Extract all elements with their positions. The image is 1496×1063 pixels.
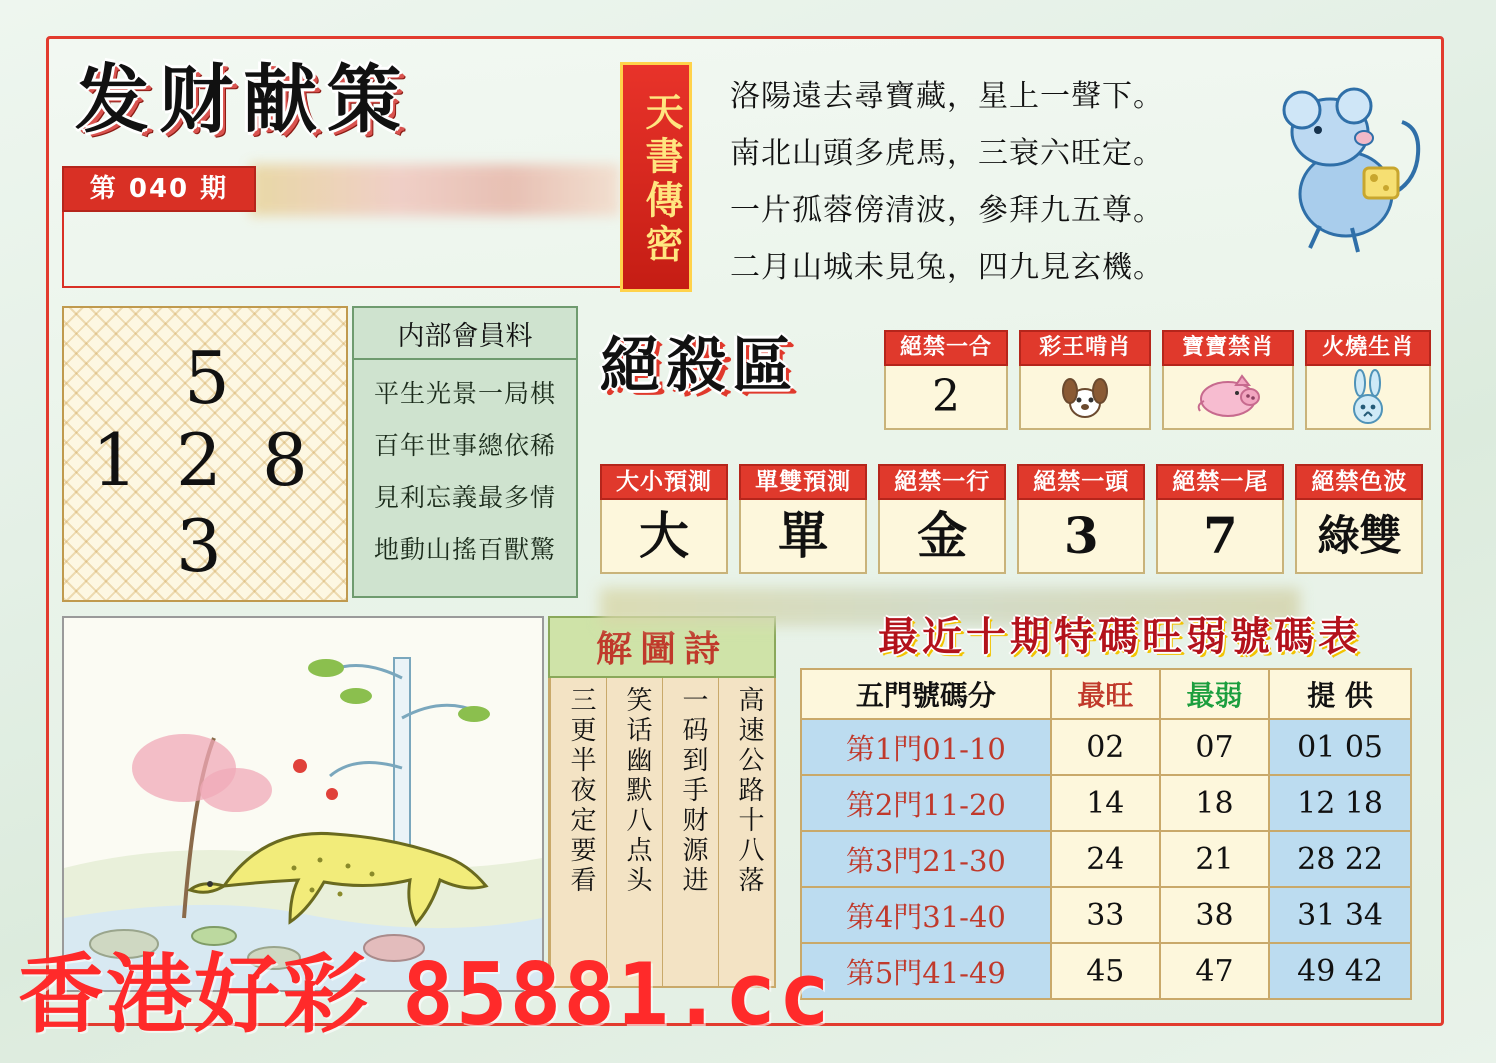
cell-header: 火燒生肖 bbox=[1305, 330, 1431, 366]
table-row bbox=[801, 775, 1411, 831]
watermark-text: 香港好彩 bbox=[18, 945, 402, 1045]
rabbit-icon bbox=[1343, 369, 1393, 425]
cell-header: 絕禁一合 bbox=[884, 330, 1008, 366]
cell-body bbox=[878, 500, 1006, 574]
cell-body bbox=[1156, 500, 1284, 574]
juesha-cell-caiwang bbox=[1019, 330, 1151, 430]
poem-line: 一片孤蓉傍清波，參拜九五尊。 bbox=[730, 193, 1164, 228]
cell-body bbox=[1017, 500, 1145, 574]
juesha-cell-daxiao bbox=[600, 464, 728, 574]
cell-supply: 12 18 bbox=[1269, 775, 1411, 831]
cell-worst: 18 bbox=[1160, 775, 1269, 831]
poem-line: 二月山城未見兔，四九見玄機。 bbox=[730, 250, 1164, 285]
cell-group: 第2門11-20 bbox=[801, 775, 1051, 831]
cell-best: 14 bbox=[1051, 775, 1160, 831]
cell-body bbox=[1162, 366, 1294, 430]
cell-body bbox=[739, 500, 867, 574]
table-row bbox=[801, 831, 1411, 887]
issue-number: 第 040 期 bbox=[62, 166, 256, 212]
cell-supply: 49 42 bbox=[1269, 943, 1411, 999]
table-header-row bbox=[801, 669, 1411, 719]
cell-body bbox=[1019, 366, 1151, 430]
cell-header: 絕禁一尾 bbox=[1156, 464, 1284, 500]
juesha-cell-jinyihe bbox=[884, 330, 1008, 430]
jietushi-column: 高速公路十八落 bbox=[718, 678, 774, 986]
column-header-worst: 最弱 bbox=[1160, 669, 1269, 719]
member-line: 地動山搖百獸驚 bbox=[373, 535, 556, 564]
column-header-supply: 提 供 bbox=[1269, 669, 1411, 719]
tianshu-banner: 天書傳密 bbox=[620, 62, 692, 292]
lucky-number: 2 bbox=[176, 418, 222, 502]
watermark bbox=[18, 940, 978, 1050]
cell-value: 7 bbox=[1202, 506, 1238, 565]
cell-worst: 07 bbox=[1160, 719, 1269, 775]
cell-supply: 01 05 bbox=[1269, 719, 1411, 775]
poem-block bbox=[730, 68, 1250, 296]
juesha-cell-yiwei bbox=[1156, 464, 1284, 574]
cell-value: 2 bbox=[932, 371, 960, 422]
cell-header: 寶寶禁肖 bbox=[1162, 330, 1294, 366]
juesha-cell-baobao bbox=[1162, 330, 1294, 430]
jietushi-panel bbox=[548, 616, 776, 988]
cell-group: 第5門41-49 bbox=[801, 943, 1051, 999]
lucky-number: 8 bbox=[262, 418, 308, 502]
jietushi-column: 一码到手财源进 bbox=[662, 678, 718, 986]
column-header-best: 最旺 bbox=[1051, 669, 1160, 719]
illustration-panel bbox=[62, 616, 544, 992]
cell-value: 綠雙 bbox=[1317, 511, 1402, 560]
column-header-group: 五門號碼分 bbox=[801, 669, 1051, 719]
lucky-number: 3 bbox=[176, 504, 222, 588]
issue-underline-box bbox=[62, 208, 624, 288]
cell-best: 33 bbox=[1051, 887, 1160, 943]
cell-worst: 21 bbox=[1160, 831, 1269, 887]
lucky-number: 5 bbox=[184, 336, 230, 420]
lucky-number: 1 bbox=[92, 418, 138, 502]
cell-supply: 28 22 bbox=[1269, 831, 1411, 887]
juesha-cell-danshuang bbox=[739, 464, 867, 574]
cell-worst: 38 bbox=[1160, 887, 1269, 943]
cell-header: 單雙預測 bbox=[739, 464, 867, 500]
juesha-row-1 bbox=[884, 330, 1431, 430]
cell-header: 絕禁色波 bbox=[1295, 464, 1423, 500]
juesha-row-2 bbox=[600, 464, 1423, 574]
cell-group: 第1門01-10 bbox=[801, 719, 1051, 775]
juesha-cell-yihang bbox=[878, 464, 1006, 574]
cell-header: 絕禁一頭 bbox=[1017, 464, 1145, 500]
cell-group: 第3門21-30 bbox=[801, 831, 1051, 887]
cell-header: 彩王啃肖 bbox=[1019, 330, 1151, 366]
member-box-title: 内部會員料 bbox=[354, 308, 576, 360]
cell-header: 絕禁一行 bbox=[878, 464, 1006, 500]
mouse-icon bbox=[1268, 76, 1428, 266]
poem-line: 南北山頭多虎馬，三衰六旺定。 bbox=[730, 136, 1164, 171]
cell-worst: 47 bbox=[1160, 943, 1269, 999]
running-fox-illustration bbox=[64, 618, 542, 990]
juesha-cell-huoshao bbox=[1305, 330, 1431, 430]
dog-icon bbox=[1057, 369, 1113, 425]
jietushi-column: 三更半夜定要看 bbox=[550, 678, 606, 986]
member-line: 百年世事總依稀 bbox=[373, 431, 556, 460]
pig-icon bbox=[1192, 371, 1264, 425]
cell-value: 3 bbox=[1063, 506, 1099, 565]
poem-line: 洛陽遠去尋寶藏，星上一聲下。 bbox=[730, 79, 1164, 114]
table-row bbox=[801, 719, 1411, 775]
table-title: 最近十期特碼旺弱號碼表 bbox=[878, 614, 1362, 660]
cell-body bbox=[884, 366, 1008, 430]
lucky-numbers-grid bbox=[62, 306, 348, 602]
page-title: 发财献策 bbox=[75, 57, 411, 143]
cell-supply: 31 34 bbox=[1269, 887, 1411, 943]
cell-body bbox=[1295, 500, 1423, 574]
cell-value: 金 bbox=[917, 506, 968, 565]
cell-body bbox=[1305, 366, 1431, 430]
cell-best: 24 bbox=[1051, 831, 1160, 887]
member-line: 見利忘義最多情 bbox=[373, 483, 556, 512]
juesha-title: 絕殺區 bbox=[600, 331, 798, 401]
juesha-cell-sebo bbox=[1295, 464, 1423, 574]
cell-value: 單 bbox=[778, 506, 829, 565]
cell-header: 大小預測 bbox=[600, 464, 728, 500]
jietushi-column: 笑话幽默八点头 bbox=[606, 678, 662, 986]
watermark-domain: 85881.cc bbox=[401, 945, 833, 1045]
table-row bbox=[801, 887, 1411, 943]
cell-group: 第4門31-40 bbox=[801, 887, 1051, 943]
member-info-box bbox=[352, 306, 578, 598]
cell-body bbox=[600, 500, 728, 574]
member-line: 平生光景一局棋 bbox=[373, 379, 556, 408]
cell-best: 02 bbox=[1051, 719, 1160, 775]
cell-value: 大 bbox=[639, 506, 689, 565]
cell-best: 45 bbox=[1051, 943, 1160, 999]
jietushi-title: 解圖詩 bbox=[548, 616, 776, 678]
juesha-cell-yitou bbox=[1017, 464, 1145, 574]
